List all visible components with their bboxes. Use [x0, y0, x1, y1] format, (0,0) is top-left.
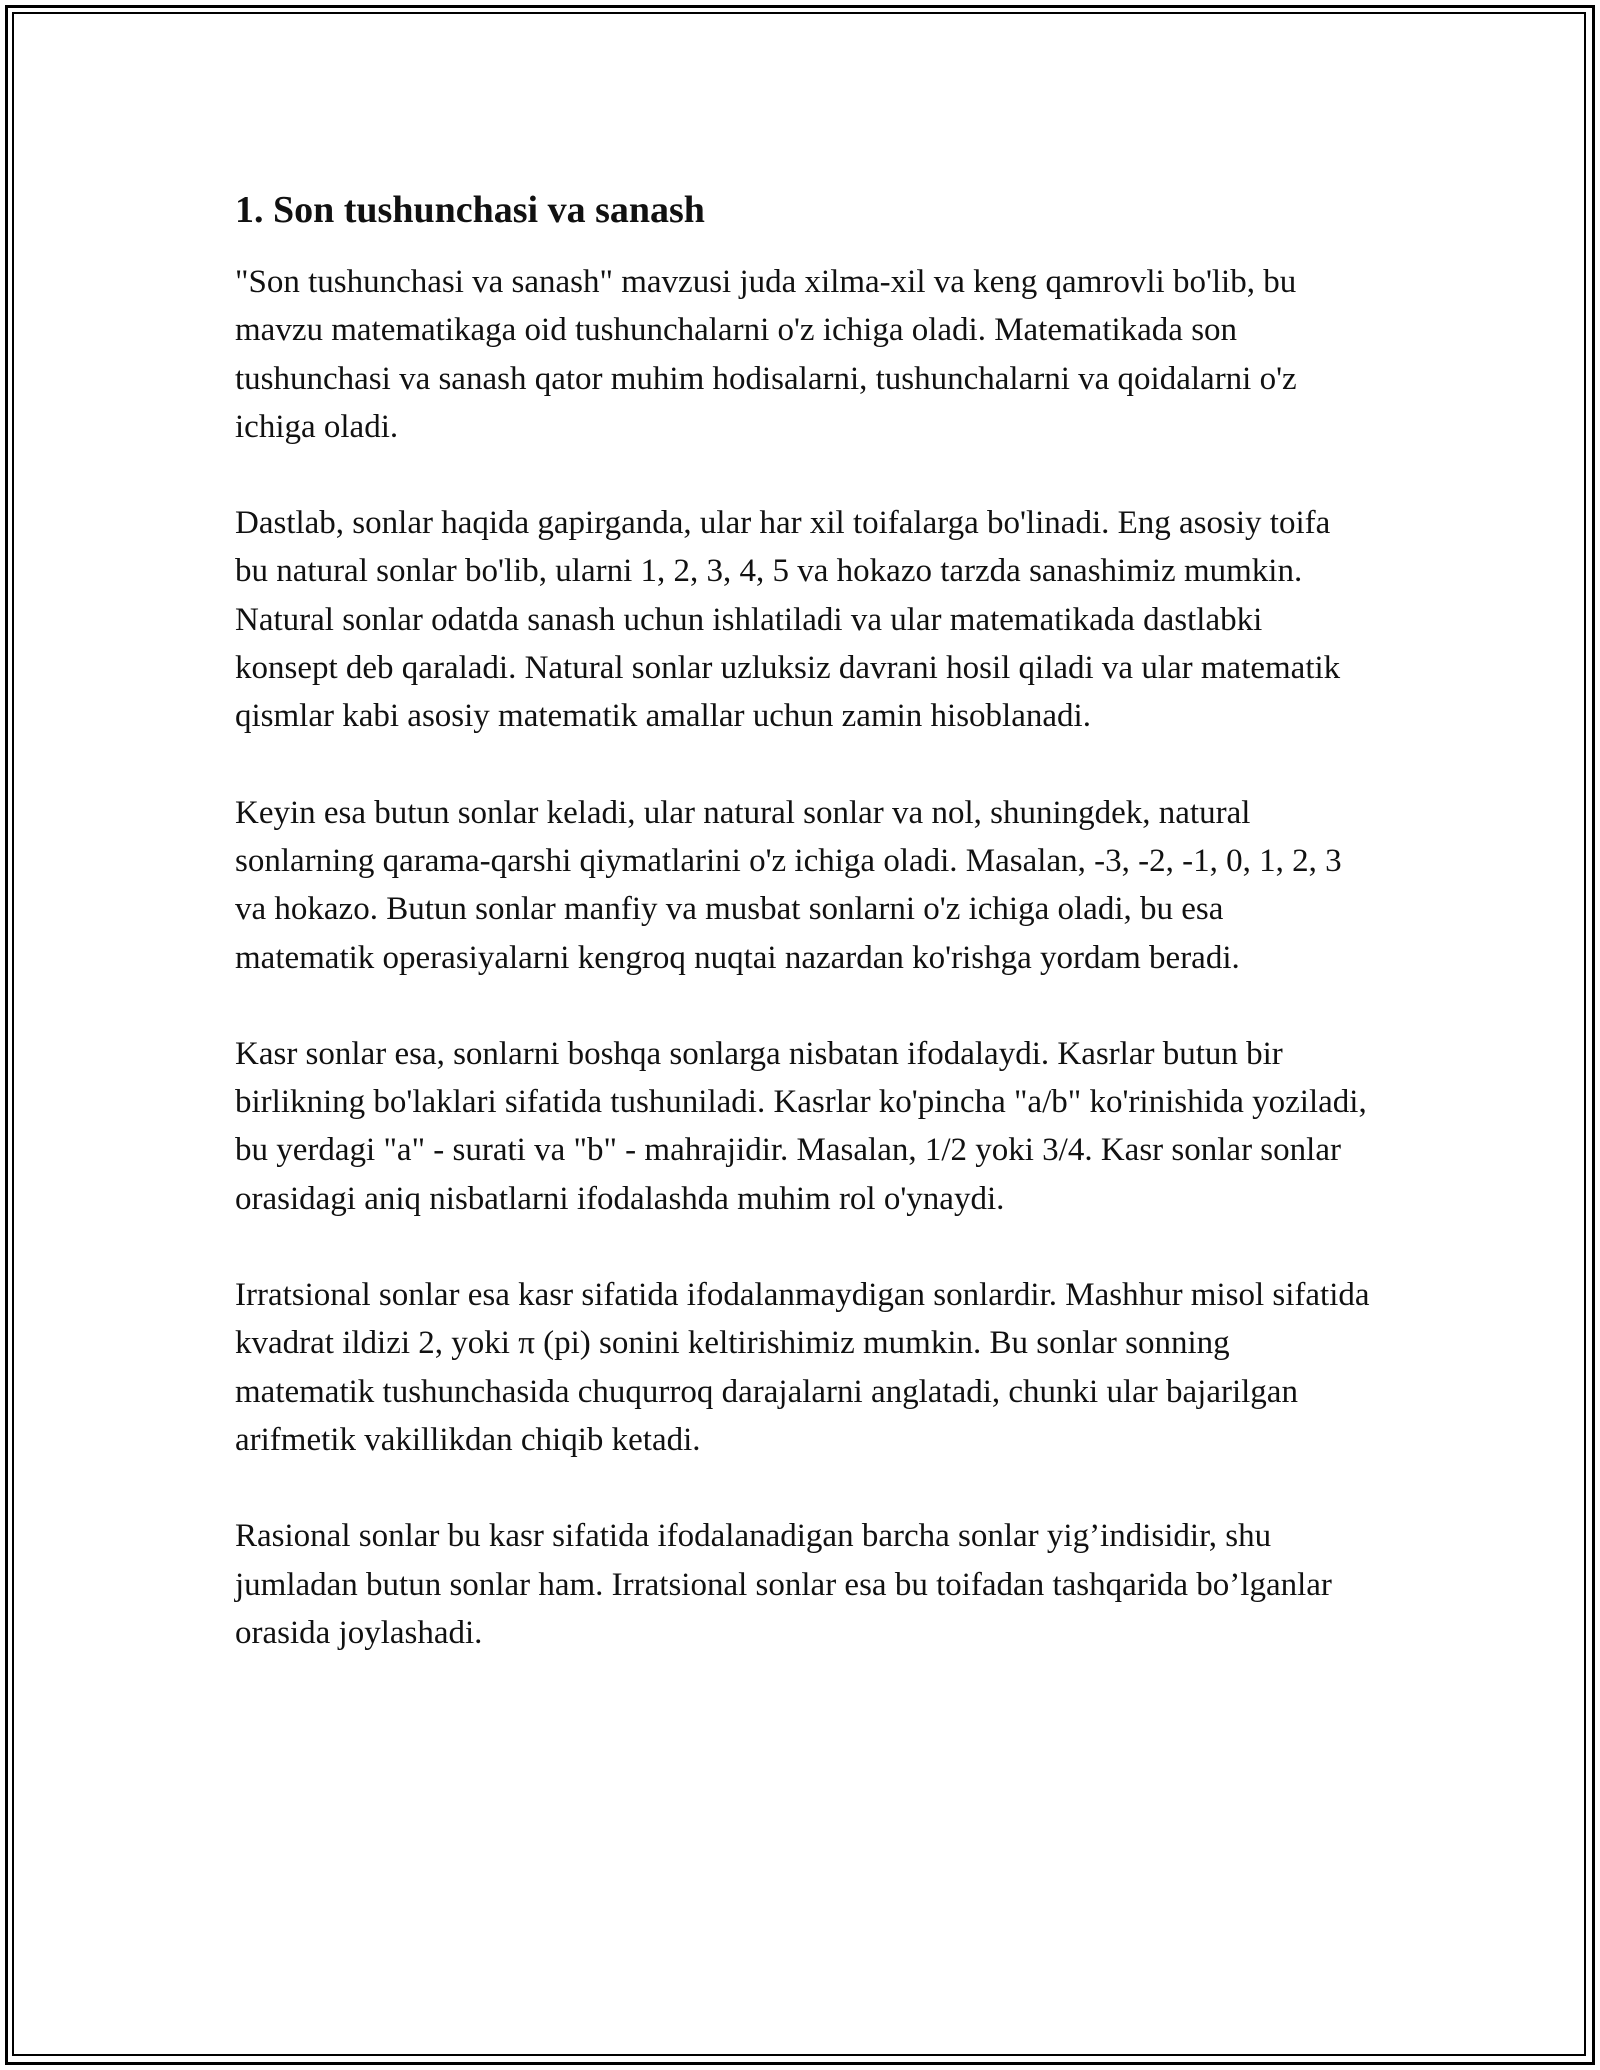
document-body — [235, 186, 1370, 1705]
paragraph-irrational-numbers: Irratsional sonlar esa kasr sifatida ifodalanmaydigan sonlardir. Mashhur misol sifatida kvadrat ildizi 2, yoki π (pi) sonini keltirishimiz mumkin. Bu sonlar sonning matematik tushunchasida chuqurroq darajalarni anglatadi, chunki ular bajarilgan arifmetik vakillikdan chiqib ketadi. — [235, 1277, 1370, 1458]
paragraph-intro: "Son tushunchasi va sanash" mavzusi juda xilma-xil va keng qamrovli bo'lib, bu mavzu matematikaga oid tushunchalarni o'z ichiga oladi. Matematikada son tushunchasi va sanash qator muhim hodisalarni, tushunchalarni va qoidalarni o'z ichiga oladi. — [235, 264, 1297, 445]
section-heading: 1. Son tushunchasi va sanash — [235, 189, 705, 231]
paragraph-rational-numbers: Rasional sonlar bu kasr sifatida ifodalanadigan barcha sonlar yig’indisidir, shu jumladan butun sonlar ham. Irratsional sonlar esa bu toifadan tashqarida bo’lganlar orasida joylashadi. — [235, 1518, 1332, 1651]
paragraph-natural-numbers: Dastlab, sonlar haqida gapirganda, ular har xil toifalarga bo'linadi. Eng asosiy toifa bu natural sonlar bo'lib, ularni 1, 2, 3, 4, 5 va hokazo tarzda sanashimiz mumkin. Natural sonlar odatda sanash uchun ishlatiladi va ular matematikada dastlabki konsept deb qaraladi. Natural sonlar uzluksiz davrani hosil qiladi va ular matematik qismlar kabi asosiy matematik amallar uchun zamin hisoblanadi. — [235, 505, 1341, 735]
paragraph-integers: Keyin esa butun sonlar keladi, ular natural sonlar va nol, shuningdek, natural sonlarning qarama-qarshi qiymatlarini o'z ichiga oladi. Masalan, -3, -2, -1, 0, 1, 2, 3 va hokazo. Butun sonlar manfiy va musbat sonlarni o'z ichiga oladi, bu esa matematik operasiyalarni kengroq nuqtai nazardan ko'rishga yordam beradi. — [235, 794, 1342, 976]
paragraph-fractions: Kasr sonlar esa, sonlarni boshqa sonlarga nisbatan ifodalaydi. Kasrlar butun bir birlikning bo'laklari sifatida tushuniladi. Kasrlar ko'pincha "a/b" ko'rinishida yoziladi, bu yerdagi "a" - surati va "b" - mahrajidir. Masalan, 1/2 yoki 3/4. Kasr sonlar sonlar orasidagi aniq nisbatlarni ifodalashda muhim rol o'ynaydi. — [235, 1035, 1367, 1217]
